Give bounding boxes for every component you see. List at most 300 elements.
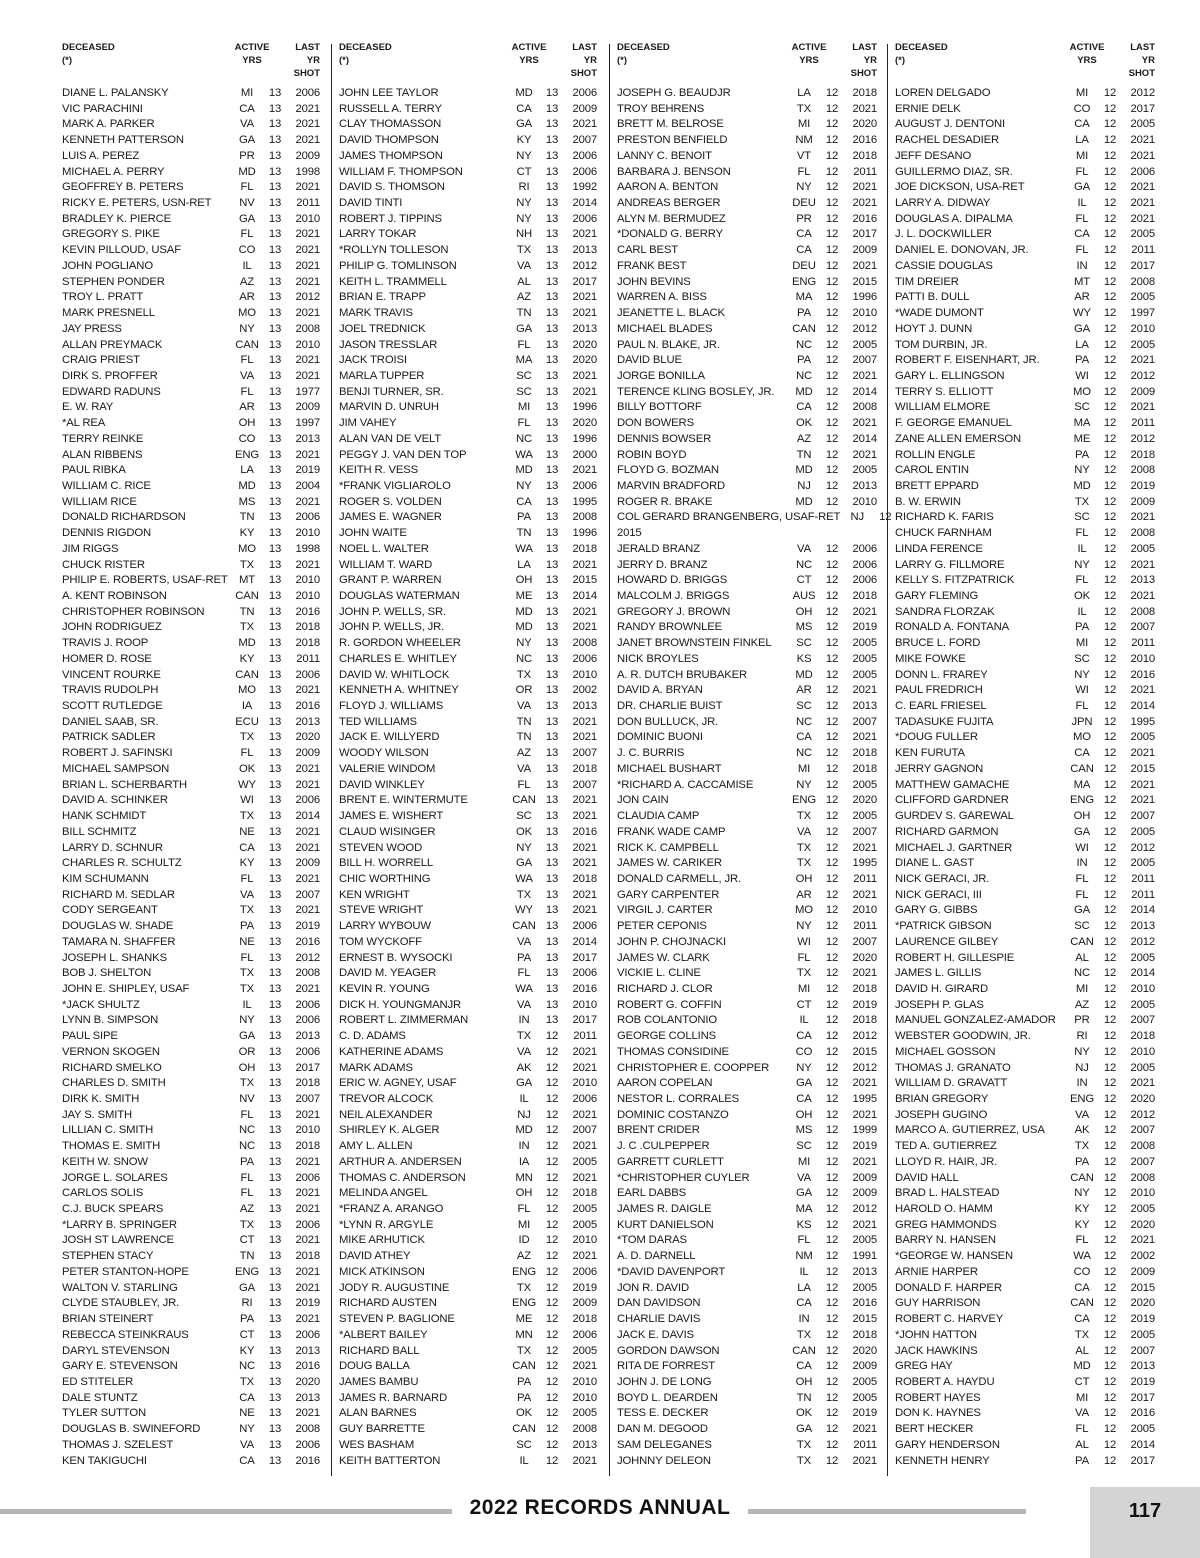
last-year-shot: 2013 — [852, 479, 877, 492]
shooter-name: WILLIAM ELMORE — [895, 401, 991, 414]
active-years: 13 — [268, 197, 282, 210]
active-years: 12 — [825, 1171, 839, 1184]
table-row — [62, 1123, 320, 1139]
state-code: CA — [1074, 118, 1090, 131]
active-years: 12 — [545, 1140, 559, 1153]
active-years: 12 — [545, 1250, 559, 1263]
last-year-shot: 2005 — [1130, 338, 1155, 351]
table-row — [617, 133, 877, 149]
shooter-name: KENNETH A. WHITNEY — [339, 684, 459, 697]
state-code: AZ — [516, 1250, 532, 1263]
active-years: 13 — [268, 794, 282, 807]
last-year-shot: 2006 — [295, 1328, 320, 1341]
last-year-shot: 2004 — [295, 479, 320, 492]
state-code: CAN — [512, 794, 536, 807]
last-year-shot: 2019 — [852, 998, 877, 1011]
table-row — [617, 1391, 877, 1407]
table-row — [339, 463, 597, 479]
active-years: 13 — [545, 511, 559, 524]
active-years: 13 — [545, 369, 559, 382]
table-row — [339, 338, 597, 354]
shooter-name: HANK SCHMIDT — [62, 810, 147, 823]
table-row — [339, 1139, 597, 1155]
last-year-shot: 2021 — [572, 1140, 597, 1153]
table-row — [617, 510, 892, 526]
last-year-shot: 2018 — [852, 590, 877, 602]
state-code: VA — [517, 998, 531, 1011]
shooter-name: HOYT J. DUNN — [895, 322, 973, 335]
active-years: 13 — [268, 1014, 282, 1027]
table-row — [62, 1139, 320, 1155]
active-years: 12 — [825, 1124, 839, 1137]
last-year-shot: 2006 — [572, 149, 597, 162]
last-year-shot: 2021 — [852, 1155, 877, 1168]
active-years: 13 — [268, 1313, 282, 1326]
state-code: TX — [239, 1077, 255, 1090]
shooter-name: 2015 — [617, 527, 642, 540]
table-row — [339, 903, 597, 919]
active-years: 12 — [1103, 244, 1117, 257]
last-year-shot: 2021 — [572, 291, 597, 304]
state-code: MI — [240, 87, 254, 99]
active-years: 12 — [825, 1265, 839, 1278]
last-year-shot: 2021 — [1130, 181, 1155, 194]
shooter-name: JODY R. AUGUSTINE — [339, 1281, 450, 1294]
table-row — [617, 1359, 877, 1375]
shooter-name: DAVID WINKLEY — [339, 778, 425, 791]
state-code: TX — [796, 967, 812, 980]
table-row — [895, 1092, 1155, 1108]
last-year-shot: 2007 — [1130, 1344, 1155, 1357]
last-year-shot: 2021 — [1130, 354, 1155, 367]
state-code: CAN — [792, 1344, 816, 1357]
state-code: CA — [796, 731, 812, 744]
active-years: 12 — [1103, 291, 1117, 304]
shooter-name: ROBERT F. EISENHART, JR. — [895, 354, 1040, 367]
shooter-name: MATTHEW GAMACHE — [895, 778, 1010, 791]
shooter-name: PETER STANTON-HOPE — [62, 1265, 189, 1278]
state-code: FL — [1075, 244, 1089, 257]
active-years: 12 — [825, 841, 839, 854]
table-row — [617, 1123, 877, 1139]
last-year-shot: 2021 — [1130, 197, 1155, 210]
state-code: PR — [796, 212, 812, 225]
table-row — [895, 715, 1155, 731]
active-years: 13 — [268, 181, 282, 194]
active-years: 13 — [268, 118, 282, 131]
last-year-shot: 2010 — [295, 338, 320, 351]
active-years: 12 — [825, 464, 839, 477]
state-code: MA — [515, 354, 533, 367]
shooter-name: FLOYD G. BOZMAN — [617, 464, 719, 477]
shooter-name: ROGER S. VOLDEN — [339, 495, 442, 508]
shooter-name: MICHAEL J. GARTNER — [895, 841, 1013, 854]
shooter-name: AARON COPELAN — [617, 1077, 713, 1090]
table-row — [62, 1029, 320, 1045]
shooter-name: B. W. ERWIN — [895, 495, 961, 508]
active-years: 12 — [545, 1234, 559, 1247]
shooter-name: DICK H. YOUNGMANJR — [339, 998, 461, 1011]
state-code: MO — [238, 307, 256, 320]
state-code: FL — [1075, 527, 1089, 540]
active-years: 12 — [825, 1250, 839, 1263]
table-row — [895, 636, 1155, 652]
state-code: PR — [239, 149, 255, 162]
active-years: 13 — [268, 951, 282, 964]
active-years: 13 — [545, 1014, 559, 1027]
active-years: 12 — [1103, 1375, 1117, 1388]
table-row — [895, 463, 1155, 479]
shooter-name: LYNN B. SIMPSON — [62, 1014, 159, 1027]
state-code: CAN — [512, 1360, 536, 1373]
state-code: GA — [515, 118, 533, 131]
state-code: CA — [1074, 1313, 1090, 1326]
state-code: CAN — [512, 920, 536, 933]
state-code: LA — [797, 1281, 811, 1294]
table-row — [62, 982, 320, 998]
active-years: 12 — [825, 542, 839, 555]
last-year-shot: 2021 — [572, 385, 597, 398]
active-years: 12 — [825, 872, 839, 885]
shooter-name: DOUGLAS W. SHADE — [62, 920, 174, 933]
state-code: RI — [518, 181, 530, 194]
state-code: GA — [238, 1281, 256, 1294]
table-row — [62, 573, 320, 589]
state-code: SC — [796, 700, 812, 713]
table-row — [62, 809, 320, 825]
last-year-shot: 2019 — [852, 1140, 877, 1153]
state-code: SC — [516, 1438, 532, 1451]
state-code: CA — [796, 1297, 812, 1310]
active-years: 12 — [1103, 762, 1117, 775]
state-code: ENG — [511, 1265, 537, 1278]
last-year-shot: 2010 — [852, 904, 877, 917]
table-row — [617, 1202, 877, 1218]
last-year-shot: 2021 — [852, 259, 877, 272]
table-row — [617, 935, 877, 951]
state-code: FL — [240, 872, 254, 885]
state-code: NY — [516, 841, 532, 854]
shooter-name: GREG HAMMONDS — [895, 1218, 997, 1231]
shooter-name: DON BULLUCK, JR. — [617, 715, 719, 728]
last-year-shot: 2021 — [295, 1407, 320, 1420]
active-years: 13 — [268, 1203, 282, 1216]
table-row — [895, 1155, 1155, 1171]
last-year-shot: 2013 — [852, 1265, 877, 1278]
active-years: 13 — [268, 369, 282, 382]
table-row — [62, 180, 320, 196]
last-year-shot: 1992 — [572, 181, 597, 194]
last-year-shot: 2006 — [572, 87, 597, 99]
header-shot-label: SHOT — [293, 68, 320, 79]
shooter-name: MICHAEL A. PERRY — [62, 165, 165, 178]
last-year-shot: 2008 — [1130, 527, 1155, 540]
table-row — [339, 1249, 597, 1265]
state-code: TX — [516, 888, 532, 901]
shooter-name: J. L. DOCKWILLER — [895, 228, 992, 241]
state-code: CA — [239, 102, 255, 115]
table-row — [617, 495, 877, 511]
active-years: 13 — [268, 259, 282, 272]
shooter-name: TRAVIS J. ROOP — [62, 637, 149, 650]
last-year-shot: 2020 — [852, 118, 877, 131]
shooter-name: STEVE WRIGHT — [339, 904, 424, 917]
shooter-name: RONALD A. FONTANA — [895, 621, 1009, 634]
state-code: FL — [240, 747, 254, 760]
last-year-shot: 2021 — [572, 794, 597, 807]
last-year-shot: 2005 — [852, 464, 877, 477]
shooter-name: GARY FLEMING — [895, 590, 979, 602]
last-year-shot: 2021 — [295, 1187, 320, 1200]
shooter-name: A. R. DUTCH BRUBAKER — [617, 668, 748, 681]
shooter-name: JACK E. WILLYERD — [339, 731, 440, 744]
shooter-name: GARY CARPENTER — [617, 888, 720, 901]
active-years: 12 — [1103, 1407, 1117, 1420]
table-row — [895, 149, 1155, 165]
state-code: GA — [795, 1187, 813, 1200]
roster-rows — [617, 86, 892, 1469]
last-year-shot: 2005 — [1130, 1328, 1155, 1341]
active-years: 13 — [268, 888, 282, 901]
shooter-name: *LARRY B. SPRINGER — [62, 1218, 177, 1231]
table-row — [339, 1171, 597, 1187]
last-year-shot: 2021 — [1130, 149, 1155, 162]
active-years: 13 — [545, 700, 559, 713]
last-year-shot: 2021 — [852, 888, 877, 901]
last-year-shot: 2018 — [852, 1014, 877, 1027]
state-code: VA — [797, 1171, 811, 1184]
roster-column-1 — [62, 40, 320, 1469]
last-year-shot: 2011 — [1131, 417, 1155, 430]
table-row — [62, 1312, 320, 1328]
shooter-name: *JOHN HATTON — [895, 1328, 977, 1341]
roster-rows — [339, 86, 597, 1469]
active-years: 12 — [825, 888, 839, 901]
header-shot-label: SHOT — [570, 68, 597, 79]
state-code: IL — [242, 998, 252, 1011]
state-code: WI — [1075, 369, 1089, 382]
active-years: 12 — [545, 1108, 559, 1121]
shooter-name: ALAN BARNES — [339, 1407, 417, 1420]
shooter-name: GUY BARRETTE — [339, 1423, 425, 1436]
state-code: AZ — [1074, 998, 1090, 1011]
state-code: NE — [239, 1407, 255, 1420]
last-year-shot: 2011 — [1131, 872, 1155, 885]
table-row — [895, 1139, 1155, 1155]
table-row — [339, 133, 597, 149]
header-deceased-label: DECEASED — [339, 42, 392, 53]
state-code: OK — [515, 1407, 533, 1420]
last-year-shot: 2020 — [572, 354, 597, 367]
header-lastyr-label: LAST YR — [572, 42, 597, 66]
state-code: MI — [517, 1218, 531, 1231]
last-year-shot: 2018 — [295, 637, 320, 650]
table-row — [339, 1218, 597, 1234]
last-year-shot: 2021 — [852, 1077, 877, 1090]
state-code: TX — [1074, 1328, 1090, 1341]
table-row — [62, 1454, 320, 1470]
state-code: VA — [240, 369, 254, 382]
column-header — [339, 40, 597, 86]
active-years: 12 — [545, 1218, 559, 1231]
last-year-shot: 2021 — [1130, 684, 1155, 697]
state-code: CT — [239, 1328, 255, 1341]
shooter-name: CARL BEST — [617, 244, 679, 257]
last-year-shot: 2021 — [572, 857, 597, 870]
active-years: 12 — [1103, 1281, 1117, 1294]
last-year-shot: 2010 — [295, 1124, 320, 1137]
state-code: NV — [239, 1093, 255, 1105]
active-years: 13 — [268, 1108, 282, 1121]
last-year-shot: 1977 — [295, 385, 320, 398]
state-code: NY — [516, 479, 532, 492]
table-row — [895, 652, 1155, 668]
state-code: AL — [1075, 1344, 1089, 1357]
table-row — [617, 259, 877, 275]
table-row — [62, 605, 320, 621]
table-row — [617, 809, 877, 825]
active-years: 13 — [545, 621, 559, 634]
table-row — [62, 1045, 320, 1061]
last-year-shot: 2009 — [852, 1171, 877, 1184]
table-row — [895, 668, 1155, 684]
shooter-name: JAMES R. BARNARD — [339, 1391, 448, 1404]
shooter-name: THOMAS E. SMITH — [62, 1140, 161, 1153]
active-years: 12 — [825, 778, 839, 791]
active-years: 12 — [1103, 794, 1117, 807]
shooter-name: *WADE DUMONT — [895, 307, 984, 320]
state-code: OH — [515, 574, 533, 587]
shooter-name: JAMES BAMBU — [339, 1375, 419, 1388]
last-year-shot: 2006 — [295, 511, 320, 524]
active-years: 13 — [545, 668, 559, 681]
last-year-shot: 2007 — [1130, 1155, 1155, 1168]
table-row — [62, 589, 320, 605]
active-years: 13 — [268, 322, 282, 335]
last-year-shot: 2021 — [295, 1155, 320, 1168]
shooter-name: GEORGE COLLINS — [617, 1030, 716, 1043]
table-row — [339, 1061, 597, 1077]
table-row — [617, 1233, 877, 1249]
table-row — [617, 1406, 877, 1422]
shooter-name: KEN TAKIGUCHI — [62, 1454, 147, 1467]
active-years: 12 — [1103, 432, 1117, 445]
shooter-name: *LYNN R. ARGYLE — [339, 1218, 434, 1231]
last-year-shot: 2006 — [572, 212, 597, 225]
active-years: 12 — [1103, 1234, 1117, 1247]
table-row — [617, 1249, 877, 1265]
header-active-label: ACTIVE — [234, 42, 270, 53]
shooter-name: CHRISTOPHER ROBINSON — [62, 605, 205, 618]
state-code: NC — [238, 1124, 256, 1137]
active-years: 12 — [1103, 1360, 1117, 1373]
active-years: 12 — [825, 432, 839, 445]
state-code: IA — [518, 1155, 530, 1168]
table-row — [895, 290, 1155, 306]
active-years: 12 — [825, 1281, 839, 1294]
state-code: MA — [795, 1203, 813, 1216]
active-years: 12 — [825, 1454, 839, 1467]
last-year-shot: 2021 — [295, 354, 320, 367]
table-row — [895, 1045, 1155, 1061]
shooter-name: GUY HARRISON — [895, 1297, 981, 1310]
last-year-shot: 2006 — [1130, 165, 1155, 178]
active-years: 13 — [545, 731, 559, 744]
last-year-shot: 2000 — [572, 448, 597, 461]
last-year-shot: 2017 — [1130, 102, 1155, 115]
state-code: GA — [238, 212, 256, 225]
active-years: 12 — [1103, 1250, 1117, 1263]
state-code: CAN — [792, 322, 816, 335]
state-code: FL — [1075, 165, 1089, 178]
active-years: 13 — [545, 385, 559, 398]
table-row — [62, 1359, 320, 1375]
table-row — [617, 793, 877, 809]
table-row — [617, 856, 877, 872]
active-years: 13 — [545, 275, 559, 288]
state-code: IA — [241, 700, 253, 713]
table-row — [339, 322, 597, 338]
active-years: 12 — [545, 1281, 559, 1294]
active-years: 13 — [268, 762, 282, 775]
active-years: 13 — [268, 605, 282, 618]
shooter-name: JAMES E. WAGNER — [339, 511, 442, 524]
table-row — [895, 385, 1155, 401]
last-year-shot: 2012 — [295, 291, 320, 304]
state-code: TX — [239, 967, 255, 980]
active-years: 13 — [268, 1250, 282, 1263]
state-code: PA — [517, 1375, 531, 1388]
last-year-shot: 2014 — [1130, 904, 1155, 917]
last-year-shot: 2009 — [295, 149, 320, 162]
table-row — [895, 1375, 1155, 1391]
shooter-name: *JACK SHULTZ — [62, 998, 140, 1011]
shooter-name: ED STITELER — [62, 1375, 134, 1388]
active-years: 13 — [268, 920, 282, 933]
last-year-shot: 2021 — [572, 621, 597, 634]
shooter-name: CAROL ENTIN — [895, 464, 969, 477]
shooter-name: WILLIAM C. RICE — [62, 479, 151, 492]
state-code: CAN — [1070, 1171, 1094, 1184]
active-years: 12 — [1103, 700, 1117, 713]
shooter-name: MANUEL GONZALEZ-AMADOR — [895, 1014, 1056, 1027]
table-row — [62, 1438, 320, 1454]
header-yrs-label: YRS — [1077, 55, 1097, 66]
shooter-name: ROBERT A. HAYDU — [895, 1375, 995, 1388]
table-row — [62, 448, 320, 464]
table-row — [339, 998, 597, 1014]
last-year-shot: 2021 — [295, 118, 320, 131]
table-row — [339, 589, 597, 605]
active-years: 13 — [545, 637, 559, 650]
state-code: KS — [796, 1218, 812, 1231]
shooter-name: MICHAEL GOSSON — [895, 1045, 996, 1058]
active-years: 12 — [825, 1061, 839, 1074]
last-year-shot: 2007 — [852, 935, 877, 948]
shooter-name: GARY L. ELLINGSON — [895, 369, 1005, 382]
active-years: 13 — [545, 778, 559, 791]
state-code: KY — [239, 857, 255, 870]
table-row — [62, 825, 320, 841]
table-row — [895, 322, 1155, 338]
active-years: 12 — [825, 401, 839, 414]
active-years: 13 — [268, 1124, 282, 1137]
active-years: 12 — [1103, 102, 1117, 115]
state-code: CA — [1074, 228, 1090, 241]
table-row — [339, 102, 597, 118]
active-years: 13 — [545, 542, 559, 555]
last-year-shot: 2021 — [295, 102, 320, 115]
